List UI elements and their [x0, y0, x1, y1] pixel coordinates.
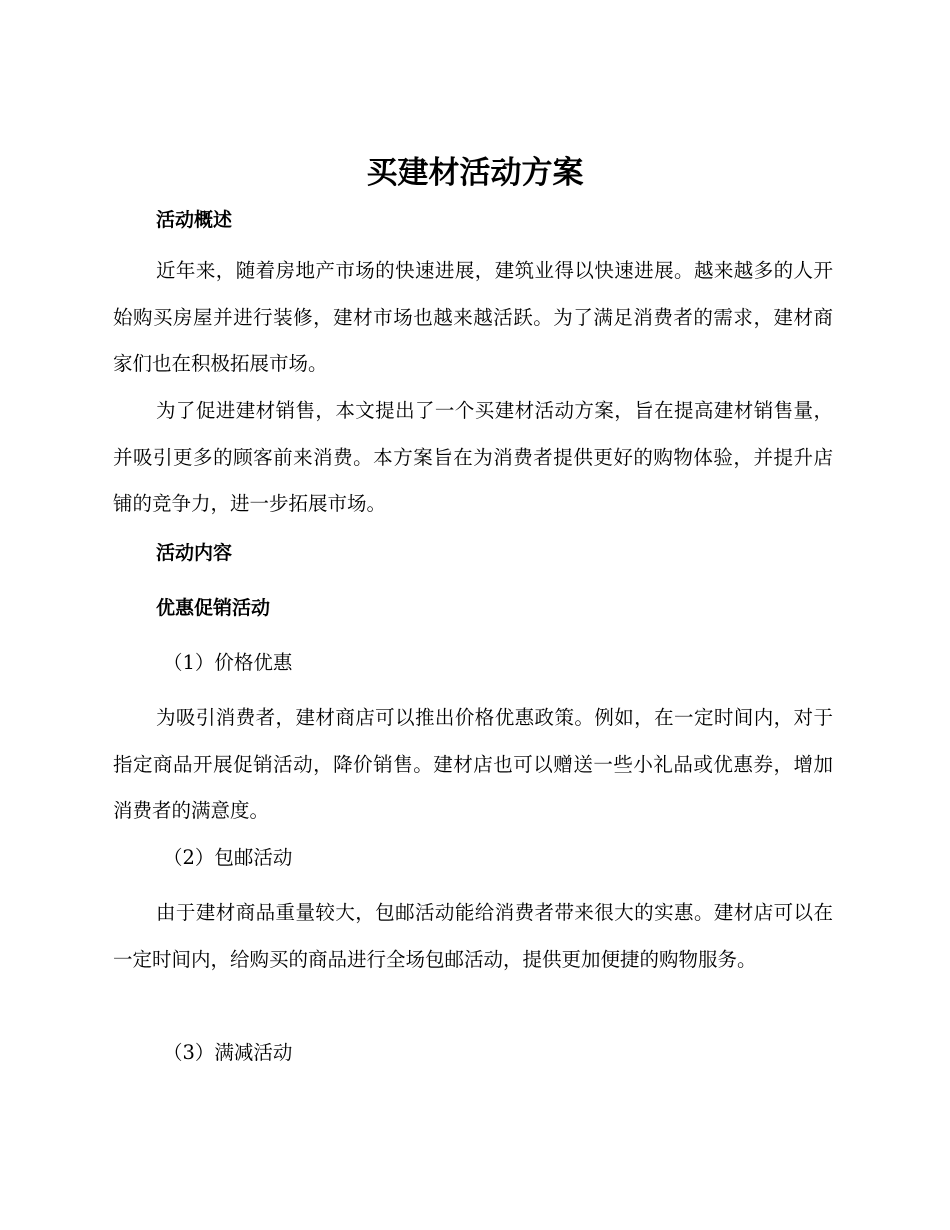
item-label-price-discount: （1）价格优惠: [163, 651, 293, 674]
overview-paragraph-1: 近年来，随着房地产市场的快速进展，建筑业得以快速进展。越来越多的人开始购买房屋并进行装修，建材市场也越来越活跃。为了满足消费者的需求，建材商家们也在积极拓展市场。: [113, 259, 833, 375]
subheading-promotion: 优惠促销活动: [156, 597, 271, 619]
section-heading-content: 活动内容: [156, 542, 233, 564]
document-title: 买建材活动方案: [366, 155, 584, 191]
item-text-price-discount: 为吸引消费者，建材商店可以推出价格优惠政策。例如，在一定时间内，对于指定商品开展促销活动，降价销售。建材店也可以赠送一些小礼品或优惠券，增加消费者的满意度。: [113, 706, 833, 822]
section-heading-overview: 活动概述: [156, 209, 233, 231]
item-label-full-reduction: （3）满减活动: [163, 1041, 293, 1064]
overview-paragraph-2: 为了促进建材销售，本文提出了一个买建材活动方案，旨在提高建材销售量，并吸引更多的顾客前来消费。本方案旨在为消费者提供更好的购物体验，并提升店铺的竞争力，进一步拓展市场。: [113, 399, 833, 515]
item-text-free-shipping: 由于建材商品重量较大，包邮活动能给消费者带来很大的实惠。建材店可以在一定时间内，给购买的商品进行全场包邮活动，提供更加便捷的购物服务。: [113, 901, 833, 971]
item-label-free-shipping: （2）包邮活动: [163, 846, 293, 869]
